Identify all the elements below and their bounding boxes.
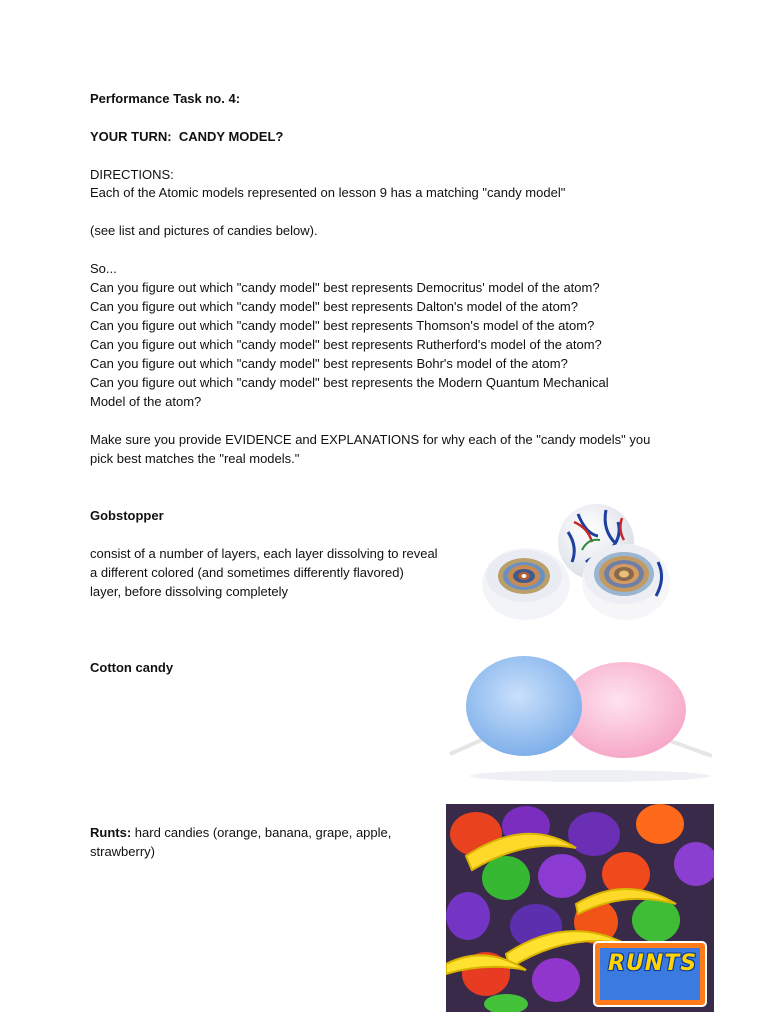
runts-desc-2: strawberry) [90, 844, 156, 859]
gobstopper-title: Gobstopper [90, 508, 164, 523]
directions-line-1: Each of the Atomic models represented on lesson 9 has a matching "candy model" [90, 185, 566, 200]
runts-box-label: RUNTS [608, 951, 698, 976]
gobstopper-desc-line: a different colored (and sometimes differently flavored) [90, 565, 404, 580]
runts-desc-1: hard candies (orange, banana, grape, apple, [131, 825, 392, 840]
question-item: Can you figure out which "candy model" best represents Bohr's model of the atom? [90, 356, 568, 371]
evidence-line-2: pick best matches the "real models." [90, 451, 300, 466]
question-item: Can you figure out which "candy model" best represents Democritus' model of the atom? [90, 280, 600, 295]
gobstopper-desc-line: consist of a number of layers, each layer dissolving to reveal [90, 546, 438, 561]
cotton-candy-title: Cotton candy [90, 660, 174, 675]
your-turn-title: CANDY MODEL? [178, 129, 284, 144]
question-item: Can you figure out which "candy model" best represents Rutherford's model of the atom? [90, 337, 602, 352]
runts-title: Runts: [90, 825, 132, 840]
directions-label: DIRECTIONS: [90, 167, 174, 182]
question-item: Can you figure out which "candy model" best represents Thomson's model of the atom? [90, 318, 595, 333]
question-item: Can you figure out which "candy model" best represents the Modern Quantum Mechanical [90, 375, 609, 390]
task-heading: Performance Task no. 4: [90, 91, 241, 106]
cotton-candy-image [440, 648, 736, 784]
question-item: Model of the atom? [90, 394, 202, 409]
gobstopper-desc-line: layer, before dissolving completely [90, 584, 288, 599]
gobstopper-image [478, 502, 672, 624]
runts-image [446, 804, 714, 1012]
your-turn-line [90, 127, 690, 146]
question-item: Can you figure out which "candy model" best represents Dalton's model of the atom? [90, 299, 578, 314]
evidence-line-1: Make sure you provide EVIDENCE and EXPLANATIONS for why each of the "candy models" you [90, 432, 651, 447]
questions-intro: So... [90, 261, 117, 276]
directions-line-2: (see list and pictures of candies below). [90, 223, 318, 238]
your-turn-prefix: YOUR TURN: [90, 129, 172, 144]
